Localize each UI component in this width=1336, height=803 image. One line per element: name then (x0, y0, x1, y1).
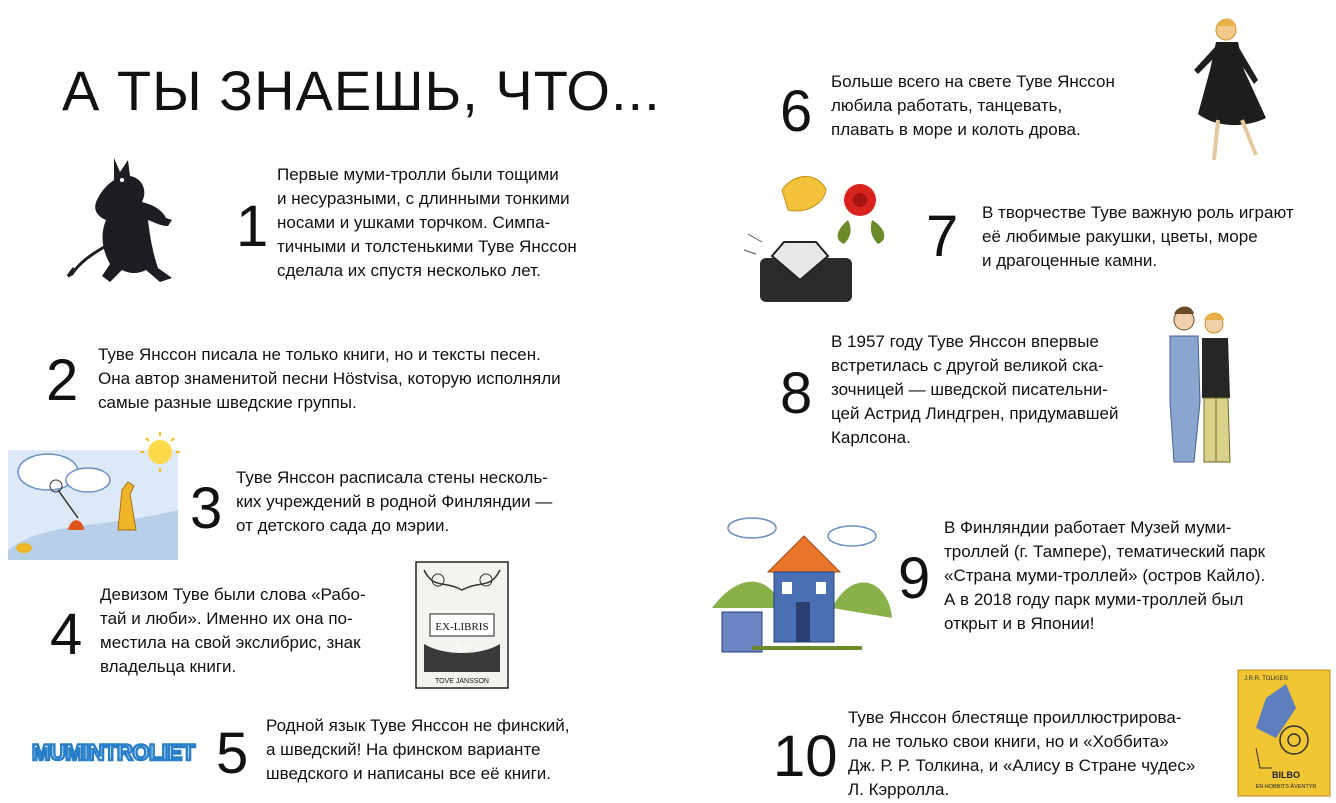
fact-text-6 (831, 70, 1115, 142)
fact-8-line: зочницей — шведской писательни- (831, 380, 1108, 399)
fact-9-line: В Финляндии работает Музей муми- (944, 518, 1232, 537)
fact-text-2 (98, 343, 561, 415)
exlibris-label: EX-LIBRIS (435, 621, 489, 633)
fact-6-line: любила работать, танцевать, (831, 96, 1063, 115)
mumintroliet-logo-text: MUMINTROLIET (32, 740, 195, 765)
book-author: J.R.R. TOLKIEN (1244, 676, 1288, 682)
fact-9-line: «Страна муми-троллей» (остров Кайло). (944, 566, 1266, 585)
fact-4-line: тай и люби». Именно их она по- (100, 609, 353, 628)
exlibris-illustration (414, 560, 510, 690)
fact-1-line: Первые муми-тролли были тощими (277, 165, 559, 184)
hobbit-book-cover-illustration (1236, 668, 1332, 798)
fact-7-line: и драгоценные камни. (982, 251, 1158, 270)
fact-3-line: ких учреждений в родной Финляндии — (236, 492, 553, 511)
two-writers-illustration (1164, 302, 1244, 474)
fact-1-line: тичными и толстенькими Туве Янссон (277, 237, 577, 256)
book-subtitle: EN HOBBITS ÄVENTYR (1255, 784, 1317, 790)
fact-8-line: встретилась с другой великой ска- (831, 356, 1104, 375)
fact-4-line: владельца книги. (100, 657, 237, 676)
fact-number-10: 10 (773, 724, 838, 789)
fact-4-line: местила на свой экслибрис, знак (100, 633, 361, 652)
fact-3-line: от детского сада до мэрии. (236, 516, 450, 535)
fact-10-line: Дж. Р. Р. Толкина, и «Алису в Стране чудес» (848, 756, 1196, 775)
fact-text-1 (277, 163, 577, 283)
fact-5-line: а шведский! На финском варианте (266, 740, 541, 759)
fact-7-line: её любимые ракушки, цветы, море (982, 227, 1258, 246)
fact-text-9 (944, 516, 1265, 636)
fact-9-line: открыт и в Японии! (944, 614, 1095, 633)
fact-number-4: 4 (50, 602, 83, 667)
book-title: BILBO (1272, 770, 1300, 780)
fact-number-5: 5 (216, 721, 249, 786)
fact-5-line: шведского и написаны все её книги. (266, 764, 552, 783)
fact-10-line: Туве Янссон блестяще проиллюстрирова- (848, 708, 1182, 727)
fact-8-line: В 1957 году Туве Янссон впервые (831, 332, 1099, 351)
mural-illustration (8, 430, 188, 560)
fact-8-line: Карлсона. (831, 428, 911, 447)
fact-text-7 (982, 201, 1294, 273)
fact-4-line: Девизом Туве были слова «Рабо- (100, 585, 366, 604)
fact-5-line: Родной язык Туве Янссон не финский, (266, 716, 570, 735)
fact-number-3: 3 (190, 476, 223, 541)
fact-7-line: В творчестве Туве важную роль играют (982, 203, 1294, 222)
moomin-house-illustration (712, 508, 892, 658)
mumintroliet-logo (30, 732, 202, 772)
fact-number-7: 7 (926, 204, 959, 269)
fact-number-6: 6 (780, 79, 813, 144)
page-title: А ТЫ ЗНАЕШЬ, ЧТО... (62, 59, 661, 122)
fact-1-line: сделала их спустя несколько лет. (277, 261, 541, 280)
fact-10-line: Л. Кэрролла. (848, 780, 950, 799)
fact-number-8: 8 (780, 361, 813, 426)
fact-number-1: 1 (236, 194, 269, 259)
fact-number-2: 2 (46, 348, 79, 413)
dancing-woman-illustration (1186, 10, 1276, 170)
fact-9-line: А в 2018 году парк муми-троллей был (944, 590, 1244, 609)
fact-number-9: 9 (898, 546, 931, 611)
fact-8-line: цей Астрид Линдгрен, придумавшей (831, 404, 1119, 423)
fact-2-line: Туве Янссон писала не только книги, но и тексты песен. (98, 345, 541, 364)
fact-10-line: ла не только свои книги, но и «Хоббита» (848, 732, 1169, 751)
moomin-troll-illustration (62, 150, 182, 285)
fact-6-line: плавать в море и колоть дрова. (831, 120, 1081, 139)
fact-text-3 (236, 466, 552, 538)
fact-text-4 (100, 583, 366, 679)
fact-text-5 (266, 714, 570, 786)
fact-9-line: троллей (г. Тампере), тематический парк (944, 542, 1266, 561)
shell-flower-gem-illustration (736, 170, 906, 320)
fact-1-line: и несуразными, с длинными тонкими (277, 189, 570, 208)
fact-3-line: Туве Янссон расписала стены несколь- (236, 468, 548, 487)
fact-2-line: Она автор знаменитой песни Höstvisa, которую исполняли (98, 369, 561, 388)
exlibris-name: TOVE JANSSON (435, 678, 489, 685)
fact-text-8 (831, 330, 1119, 450)
fact-text-10 (848, 706, 1195, 802)
fact-6-line: Больше всего на свете Туве Янссон (831, 72, 1115, 91)
fact-2-line: самые разные шведские группы. (98, 393, 357, 412)
fact-1-line: носами и ушками торчком. Симпа- (277, 213, 551, 232)
